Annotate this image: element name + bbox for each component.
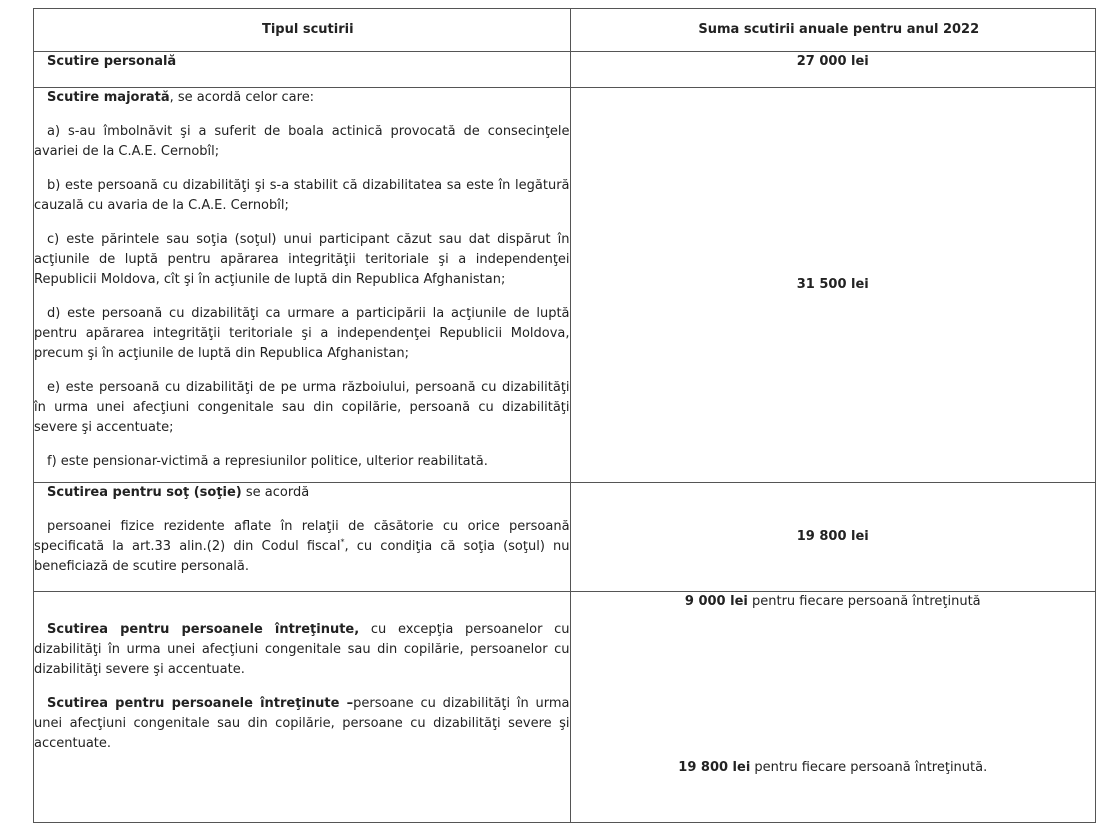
spouse-exemption-amount: 19 800 lei xyxy=(570,483,1095,592)
dependents-exemption-text xyxy=(34,620,570,680)
table-row xyxy=(34,592,1096,823)
exemptions-table xyxy=(33,8,1096,823)
dependents-amount-1-value: 9 000 lei xyxy=(684,594,748,609)
spouse-exemption-text-part2: , cu condiţia că soţia (soţul) nu beneficiază de scutire personală. xyxy=(34,539,570,574)
personal-exemption-amount: 27 000 lei xyxy=(570,52,1095,88)
dependents-amount-2 xyxy=(571,758,1095,778)
list-item: f) este pensionar-victimă a represiunilor politice, ulterior reabilitată. xyxy=(47,454,488,469)
increased-exemption-amount: 31 500 lei xyxy=(570,88,1095,483)
dependents-amount-1 xyxy=(571,592,1095,612)
table-header-row xyxy=(34,9,1096,52)
increased-exemption-intro: , se acordă celor care: xyxy=(169,90,315,105)
dependents-amount-2-value: 19 800 lei xyxy=(678,760,751,775)
dependents-disabled-exemption-title: Scutirea pentru persoanele întreţinute – xyxy=(47,696,354,711)
list-item: a) s-au îmbolnăvit şi a suferit de boala actinică provocată de consecinţele avariei de la C.A.E. Cernobîl; xyxy=(34,124,570,159)
exemption-type-cell xyxy=(34,88,571,483)
list-item: e) este persoană cu dizabilităţi de pe urma războiului, persoană cu dizabilităţi în urma unei afecţiuni congenitale sau din copilărie, persoană cu dizabilităţi severe şi accentuate; xyxy=(34,380,570,435)
exemption-type-cell xyxy=(34,592,571,823)
spouse-exemption-text-part1: persoanei fizice rezidente aflate în relaţii de căsătorie cu orice persoană specificată la art.33 alin.(2) din Codul fiscal xyxy=(34,519,570,554)
dependents-exemption-title: Scutirea pentru persoanele întreţinute, xyxy=(47,622,360,637)
dependents-amount-1-suffix: pentru fiecare persoană întreţinută xyxy=(747,594,981,609)
list-item: d) este persoană cu dizabilităţi ca urmare a participării la acţiunile de luptă pentru apărarea integrităţii teritoriale şi a independenţei Republicii Moldova, precum şi în acţiunile de luptă din Republica Afghanistan; xyxy=(34,306,570,361)
spouse-exemption-title: Scutirea pentru soţ (soţie) xyxy=(47,485,242,500)
header-exemption-type: Tipul scutirii xyxy=(34,9,571,52)
header-annual-amount: Suma scutirii anuale pentru anul 2022 xyxy=(570,9,1095,52)
list-item: c) este părintele sau soţia (soţul) unui participant căzut sau dat dispărut în acţiunile de luptă pentru apărarea integrităţii teritoriale şi a independenţei Republicii Moldova, cît şi în acţiunile de luptă din Republica Afghanistan; xyxy=(34,232,570,287)
personal-exemption-title: Scutire personală xyxy=(47,54,177,69)
table-row xyxy=(34,483,1096,592)
dependents-exemption-body: cu excepţia persoanelor cu dizabilităţi în urma unei afecţiuni congenitale sau din copilărie, persoanelor cu dizabilităţi severe şi accentuate. xyxy=(34,622,570,677)
dependents-amount-cell xyxy=(570,592,1095,823)
spouse-exemption-intro: se acordă xyxy=(241,485,310,500)
list-item: b) este persoană cu dizabilităţi şi s-a stabilit că dizabilitatea sa este în legătură cauzală cu avaria de la C.A.E. Cernobîl; xyxy=(34,178,570,213)
exemption-type-cell xyxy=(34,483,571,592)
dependents-amount-2-suffix: pentru fiecare persoană întreţinută. xyxy=(750,760,988,775)
table-row xyxy=(34,52,1096,88)
dependents-disabled-exemption-text xyxy=(34,694,570,754)
footnote-marker: * xyxy=(340,537,345,547)
spouse-exemption-text xyxy=(34,517,570,577)
increased-exemption-title: Scutire majorată xyxy=(47,90,170,105)
table-row xyxy=(34,88,1096,483)
dependents-disabled-exemption-body: persoane cu dizabilităţi în urma unei afecţiuni congenitale sau din copilărie, persoane cu dizabilităţi severe şi accentuate. xyxy=(34,696,570,751)
exemption-type-cell xyxy=(34,52,571,88)
